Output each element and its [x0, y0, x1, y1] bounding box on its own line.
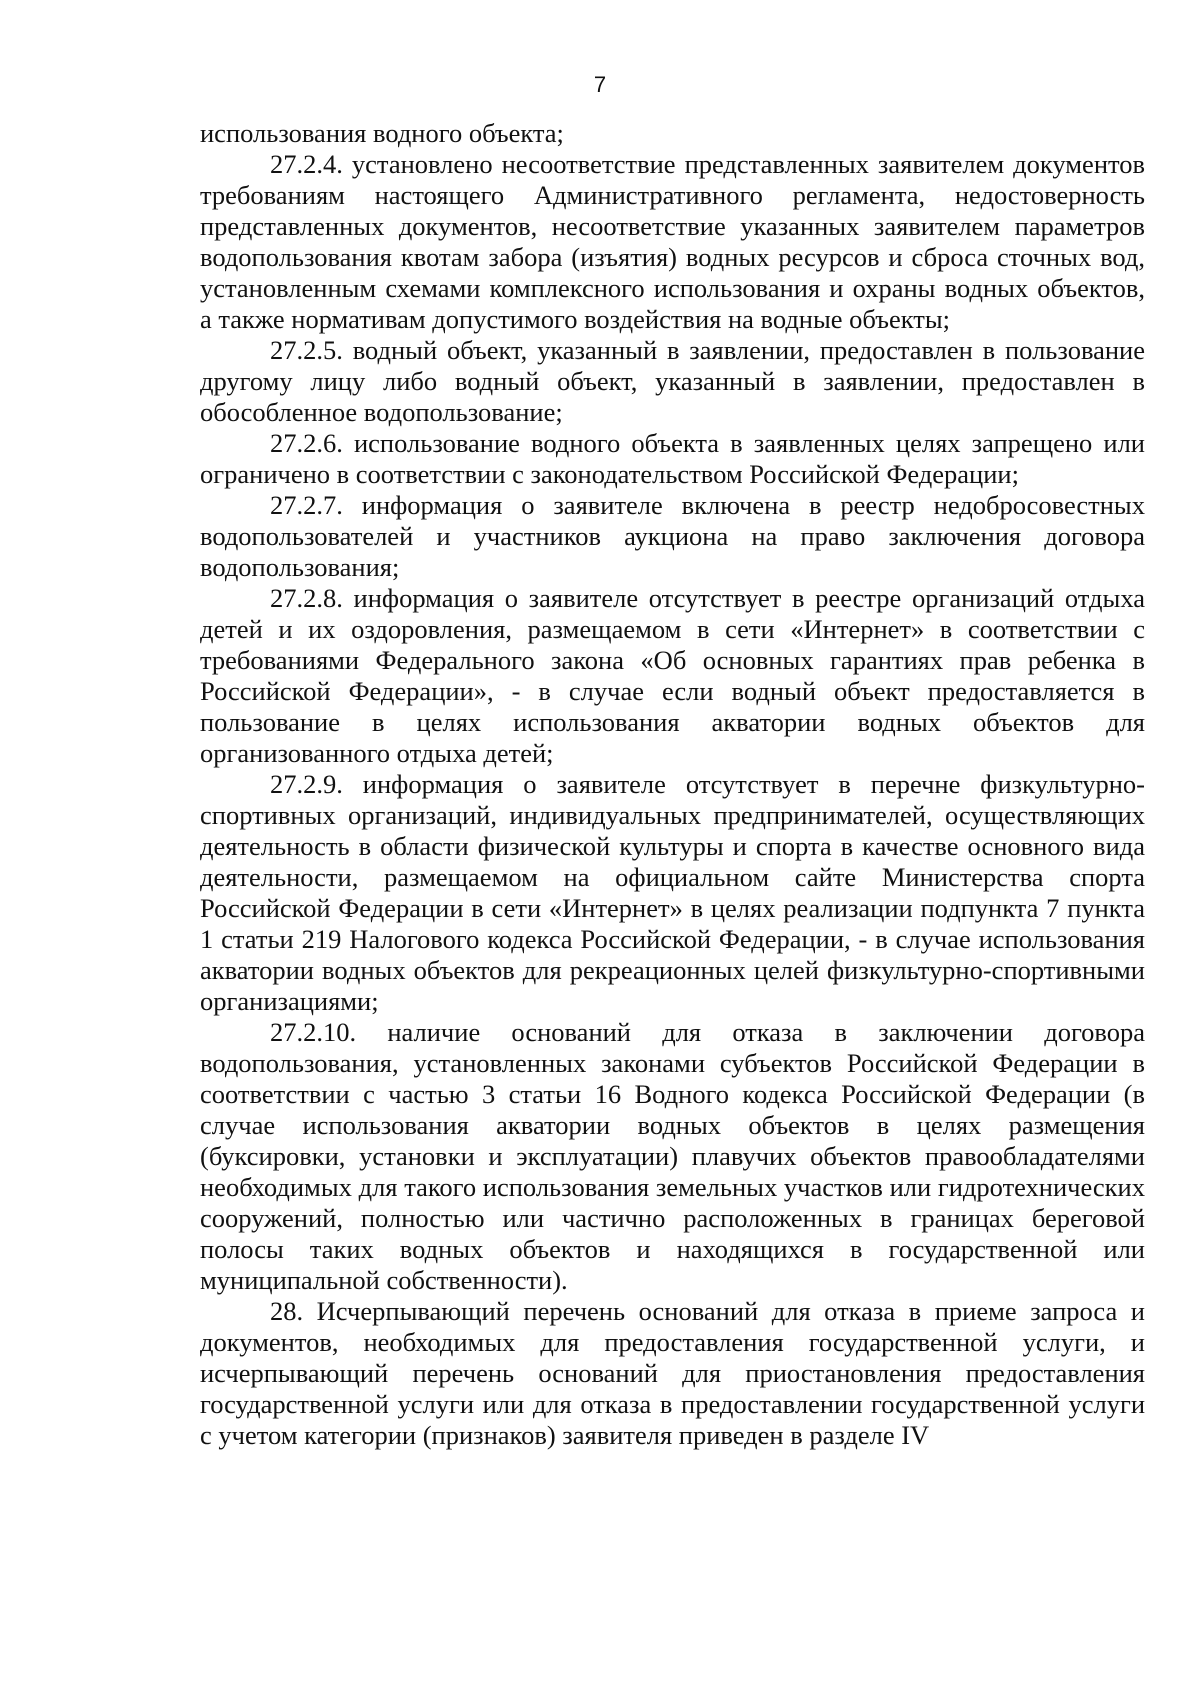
paragraph-27-2-6: 27.2.6. использование водного объекта в заявленных целях запрещено или ограничено в соответствии с законодательством Российской Федерации; [200, 428, 1145, 489]
document-body [200, 118, 1145, 1451]
paragraph-27-2-8: 27.2.8. информация о заявителе отсутствует в реестре организаций отдыха детей и их оздоровления, размещаемом в сети «Интернет» в соответствии с требованиями Федерального закона «Об основных гарантиях прав ребенка в Российской Федерации», - в случае если водный объект предоставляется в пользование в целях использования акватории водных объектов для организованного отдыха детей; [200, 583, 1145, 768]
paragraph-27-2-5: 27.2.5. водный объект, указанный в заявлении, предоставлен в пользование другому лицу либо водный объект, указанный в заявлении, предоставлен в обособленное водопользование; [200, 335, 1145, 427]
paragraph-27-2-4: 27.2.4. установлено несоответствие представленных заявителем документов требованиям настоящего Административного регламента, недостоверность представленных документов, несоответствие указанных заявителем параметров водопользования квотам забора (изъятия) водных ресурсов и сброса сточных вод, установленным схемами комплексного использования и охраны водных объектов, а также нормативам допустимого воздействия на водные объекты; [200, 149, 1145, 334]
paragraph-27-2-10: 27.2.10. наличие оснований для отказа в заключении договора водопользования, установленных законами субъектов Российской Федерации в соответствии с частью 3 статьи 16 Водного кодекса Российской Федерации (в случае использования акватории водных объектов в целях размещения (буксировки, установки и эксплуатации) плавучих объектов правообладателями необходимых для такого использования земельных участков или гидротехнических сооружений, полностью или частично расположенных в границах береговой полосы таких водных объектов и находящихся в государственной или муниципальной собственности). [200, 1017, 1145, 1295]
page-number: 7 [593, 72, 607, 97]
paragraph-continuation: использования водного объекта; [200, 118, 564, 148]
paragraph-27-2-7: 27.2.7. информация о заявителе включена в реестр недобросовестных водопользователей и участников аукциона на право заключения договора водопользования; [200, 490, 1145, 582]
paragraph-28: 28. Исчерпывающий перечень оснований для отказа в приеме запроса и документов, необходимых для предоставления государственной услуги, и исчерпывающий перечень оснований для приостановления предоставления государственной услуги или для отказа в предоставлении государственной услуги с учетом категории (признаков) заявителя приведен в разделе IV [200, 1296, 1145, 1450]
paragraph-27-2-9: 27.2.9. информация о заявителе отсутствует в перечне физкультурно-спортивных организаций, индивидуальных предпринимателей, осуществляющих деятельность в области физической культуры и спорта в качестве основного вида деятельности, размещаемом на официальном сайте Министерства спорта Российской Федерации в сети «Интернет» в целях реализации подпункта 7 пункта 1 статьи 219 Налогового кодекса Российской Федерации, - в случае использования акватории водных объектов для рекреационных целей физкультурно-спортивными организациями; [200, 769, 1145, 1016]
